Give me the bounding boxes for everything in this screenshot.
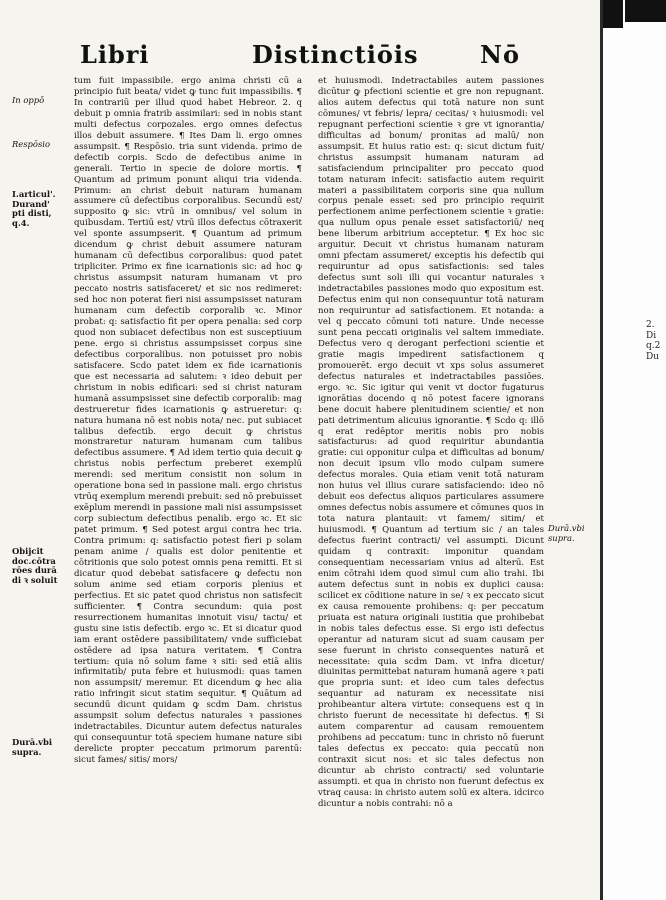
margin-line: supra.	[12, 746, 42, 757]
margin-line: di ꝛ soluit	[12, 574, 58, 585]
margin-line: Durā.vbi	[12, 737, 53, 747]
running-head-right: Nō	[480, 40, 520, 69]
margin-note-durand-right	[548, 524, 600, 543]
running-head-center: Distinctiōis	[252, 40, 419, 69]
margin-line: supra.	[548, 532, 575, 543]
page-fold-line	[600, 0, 603, 900]
margin-line: pti disti,	[12, 208, 52, 219]
facing-page-strip	[600, 0, 666, 900]
facing-page-text: 2. Di q.2 Du	[646, 320, 661, 362]
column-text: et huiusmodi. Indetractabiles autem passiones dicūtur ꝙ pfectioni scientie et gre non repugnant. alios autem defectus qui totā nature non sunt cōmunes/ vt febris/ lepra/ cecitas/ ꝛ huiusmodi: vel repugnant perfectioni scientie ꝛ gre vt ignorantia/ difficultas ad bonum/ pronitas ad malū/ non assumpsit. Et huius ratio est: q: sicut dictum fuit/ christus assumpsit humanam naturam ad satisfaciendum principaliter pro peccato quod totam naturam infecit: satisfactio autem requirit materi a passibilitatem corporis sine qua nullum corpus penale esset: sed pro principio requirit perfectionem anime perfectionem scientie ꝛ gratie: qua nullum opus penale esset satisfactoriū/ neq bene liberum arbitrium acceptetur. ¶ Ex hoc sic arguitur. Decuit vt christus humanam naturam omni pfectam assumeret/ exceptis his defectib qui requiruntur ad opus satisfactionis: sed tales defectus sunt soli illi qui vocantur naturales ꝛ indetractabiles passiones modo quo expositum est. Defectus enim qui non consequuntur totā naturam non requiruntur ad satisfactionem. Et notanda: a vel q peccato cōmuni toti nature. Unde necesse sunt pena peccati originalis vel saltem immediate. Defectus vero q derogant perfectioni scientie et gratie magis impedirent satisfactionem q promouerēt. ergo decuit vt xps solus assumeret defectus naturales et indetractabiles passiōes. ergo. ꝛc. Sic igitur qui venit vt doctor fugaturus ignorātias docendo q nō potest facere ignorans bene docuit habere plenitudinem scientie/ et non pati detrimentum alicuius ignorantie. ¶ Scdo q: illō q erat redēptor meritis nobis pro nobis satisfacturus: ad quod requiritur abundantia gratie: cui opponitur culpa et difficultas ad bonum/ non decuit ipsum vllo modo culpam sumere defectus morales. Quia etiam venit totā naturam non huius vel illius curare satisfaciendo: ideo nō debuit eos defectus aliquos particulares assumere omnes defectus nobis assumere et cōmunes quos in tota natura plantauit: vt famem/ sitim/ et huiusmodi. ¶ Quantum ad tertium sic / an tales defectus fuerint contracti/ vel assumpti. Dicunt quidam q contraxit: imponitur quandam consequentiam necessariam vnius ad alterū. Est enim cōtrahi idem quod simul cum alio trahi. Ibi autem defectus sunt in nobis ex duplici causa: scilicet ex cōditione nature in se/ ꝛ ex peccato sicut ex causa remouente prohibens: q: per peccatum priuata est natura originali iustitia que prohibebat in nobis tales defectus esse. Si ergo isti defectus operantur ad naturam sicut ad suam causam per sese fuerunt in christo consequentes naturā et necessitate: quia scdm Dam. vt infra dicetur/ diuinitas permittebat naturam humanā agere ꝛ pati que propria sunt: et ideo cum tales defectus sequantur ad naturam ex necessitate nisi prohibeantur altera virtute: consequens est q in christo fuerunt de necessitate hi defectus. ¶ Si autem comparentur ad causam remouentem prohibens ad peccatum: tunc in christo nō fuerunt tales defectus ex peccato: quia peccatū non contraxit sicut nos: et sic tales defectus non dicuntur ab christo contracti/ sed voluntarie assumpti. et qua in christo non fuerunt defectus ex vtraq causa: in christo autem solū ex altera. idcirco dicuntur a nobis contrahi: nō a	[318, 76, 544, 809]
margin-line: doc.cōtra	[12, 555, 56, 566]
margin-note-articulus	[12, 190, 74, 228]
scan-edge-dark	[603, 0, 623, 28]
text-column-right	[318, 76, 544, 810]
margin-line: rōes durā	[12, 565, 57, 576]
margin-note-durand	[12, 738, 74, 757]
margin-line: I.articul'.	[12, 189, 56, 199]
margin-line: Durā.vbi	[548, 523, 585, 533]
text-column-left	[74, 76, 302, 766]
margin-line: Obijcit	[12, 546, 44, 556]
margin-note-in-oppositum: In oppō̄	[12, 95, 45, 105]
margin-note-obijcit	[12, 547, 74, 585]
running-head-left: Libri	[80, 40, 150, 69]
margin-note-responsio: Respōsio	[12, 139, 50, 149]
margin-line: q.4.	[12, 217, 30, 228]
scan-edge-dark	[625, 0, 666, 22]
column-text: tum fuit impassibile. ergo anima christi cū a principio fuit beata/ videt ꝙ tunc fuit impassibilis. ¶ In contrariū per illud quod habet Hebreor. 2. q debuit p omnia fratrib assimilari: sed in nobis stant multi defectus corpozales. ergo omnes defectus illos debuit assumere. ¶ Ites Dam li. ergo omnes assumpsit. ¶ Respōsio. tria sunt videnda. primo de defectib corpis. Scdo de defectibus anime in generali. Tertio in specie de dolore mortis. ¶ Quantum ad primum ponunt aliqui tria videnda. Primum: an christ debuit naturam humanam assumere cū defectibus corporalibus. Secundū est/ supposito ꝙ sic: vtrū in omnibus/ vel solum in quibusdam. Tertiū est/ vtrū illos defectus cōtraxerit vel sponte assumpserit. ¶ Quantum ad primum dicendum ꝙ christ debuit assumere naturam humanam cū defectibus corporalibus: quod patet tripliciter. Primo ex fine icarnationis sic: ad hoc ꝙ christus assumpsit naturam humanam vt pro peccato nostris satisfaceret/ et sic nos redimeret: sed hoc non poterat fieri nisi assumpsisset naturam humanam cum defectib corporalib ꝛc. Minor probat: q: satisfactio fit per opera penalia: sed corp quod non subiacet defectibus non est susceptiuum pene. ergo si christus assumpsisset corpus sine defectibus corporalibus. non potuisset pro nobis satisfacere. Scdo patet idem ex fide icarnationis que est necessaria ad salutem: ꝛ ideo debuit per christum in nobis edificari: sed si christ naturam humanā assumpsisset sine defectib corporalib: mag destrueretur fides icarnationis ꝙ astrueretur: q: natura humana nō est nobis nota/ nec. put subiacet talibus defectib. ergo decuit ꝙ christus monstraretur naturam humanam cum talibus defectibus assumere. ¶ Ad idem tertio quia decuit ꝙ christus nobis perfectum preberet exemplū merendi: sed meritum consistit non solum in operatione bona sed in passione mali. ergo christus vtrūq exemplum merendi prebuit: sed nō prebuisset exēplum merendi in passione mali nisi assumpsisset corp subiectum defectibus penalib. ergo ꝛc. Et sic patet primum. ¶ Sed potest argui contra hec tria. Contra primum: q: satisfactio potest fieri p solam penam anime / qualis est dolor penitentie et cōtritionis que solo potest omnis pena remitti. Et si dicatur quod debebat satisfacere ꝙ defectu non solum anime sed etiam corporis plenius et perfectius. Et sic patet quod christus non satisfecit sufficienter. ¶ Contra secundum: quia post resurrectionem humanitas innotuit visu/ tactu/ et gustu sine istis defectib. ergo ꝛc. Et si dicatur quod iam erant ostēdere passibilitatem/ vnde sufficiebat ostēdere ad ipsa natura veritatem. ¶ Contra tertium: quia nō solum fame ꝛ siti: sed etiā aliis infirmitatib/ puta febre et huiusmodi: quas tamen non assumpsit/ meremur. Et dicendum ꝙ hec alia ratio infringit sicut statim sequitur. ¶ Quātum ad secundū dicunt quidam ꝙ scdm Dam. christus assumpsit solum defectus naturales ꝛ passiones indetractabiles. Dicuntur autem defectus naturales qui consequuntur totā speciem humane nature sibi derelicte propter peccatum primorum parentū: sicut fames/ sitis/ mors/	[74, 76, 302, 766]
running-head	[80, 40, 550, 74]
margin-line: Durand'	[12, 198, 50, 209]
